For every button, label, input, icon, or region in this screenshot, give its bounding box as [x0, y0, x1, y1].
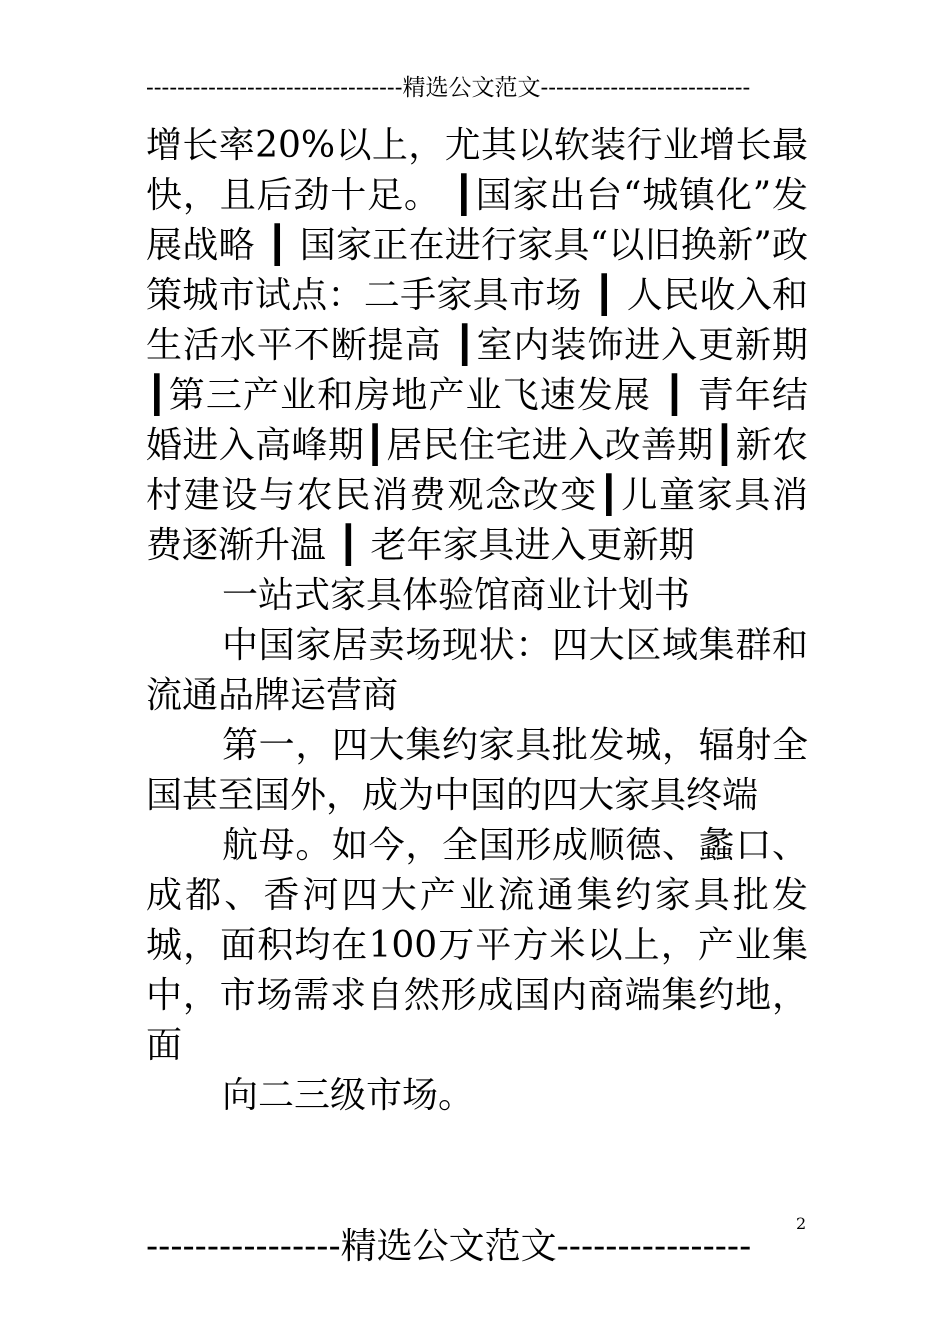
paragraph-market-status: 中国家居卖场现状：四大区域集群和流通品牌运营商: [146, 625, 808, 716]
page-footer: ----------------精选公文范文----------------: [146, 1226, 752, 1267]
paragraph-growth-factors: 增长率20%以上，尤其以软装行业增长最快，且后劲十足。 ┃国家出台“城镇化”发展战略 ┃ 国家正在进行家具“以旧换新”政策城市试点：二手家具市场 ┃ 人民收入和生活水平不断提高 ┃室内装饰进入更新期┃第三产业和房地产业飞速发展 ┃ 青年结婚进入高峰期┃居民住宅进入改善期┃新农村建设与农民消费观念改变┃儿童家具消费逐渐升温 ┃ 老年家具进入更新期: [146, 125, 808, 566]
paragraph-secondary-markets: 向二三级市场。: [222, 1075, 475, 1116]
paragraph-carrier: 航母。如今，全国形成顺德、蠡口、成都、香河四大产业流通集约家具批发城，面积均在100万平方米以上，产业集中，市场需求自然形成国内商端集约地，面: [146, 825, 808, 1066]
document-body: [146, 121, 808, 1121]
page-number: 2: [796, 1214, 807, 1233]
paragraph-first-point: 第一，四大集约家具批发城，辐射全国甚至国外，成为中国的四大家具终端: [146, 725, 808, 816]
section-title: 一站式家具体验馆商业计划书: [222, 575, 691, 616]
page-header: ---------------------------------精选公文范文---------------------------: [146, 75, 751, 101]
